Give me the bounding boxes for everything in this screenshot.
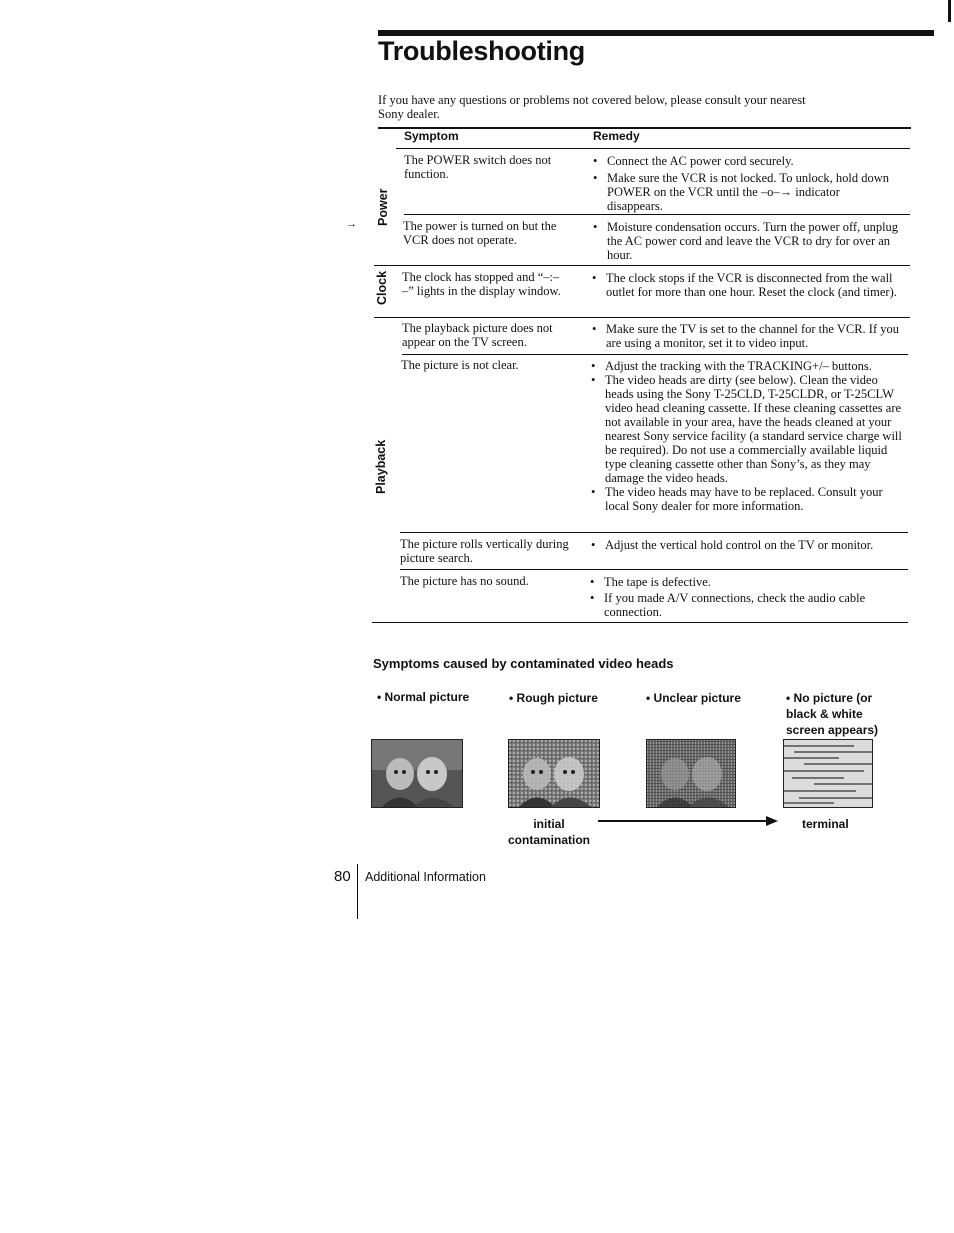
- remedy-item: • Make sure the TV is set to the channel for the VCR. If you are using a monitor, set it to video input.: [592, 322, 904, 350]
- caption-unclear-picture: • Unclear picture: [646, 691, 741, 705]
- symptom-cell: The playback picture does not appear on the TV screen.: [402, 321, 553, 349]
- initial-contamination-label: initial contamination: [507, 817, 590, 847]
- table-bottom-rule: [372, 622, 908, 623]
- symptom-cell: The clock has stopped and “–:– –” lights in the display window.: [402, 270, 561, 298]
- remedy-item: • The clock stops if the VCR is disconnected from the wall outlet for more than one hour. Reset the clock (and timer).: [592, 271, 898, 299]
- remedy-cell: [590, 575, 900, 619]
- remedy-item: • The tape is defective.: [590, 575, 900, 589]
- arrow-right-icon: [766, 816, 778, 826]
- symptom-column-header: Symptom: [404, 129, 459, 143]
- remedy-item: • Adjust the tracking with the TRACKING+/– buttons.: [591, 359, 907, 373]
- caption-normal-picture: • Normal picture: [377, 690, 470, 704]
- terminal-label: terminal: [802, 817, 849, 831]
- section-heading: Symptoms caused by contaminated video heads: [373, 656, 674, 671]
- unclear-picture-image: [646, 739, 736, 808]
- group-label-playback: Playback: [374, 439, 388, 494]
- remedy-item: • Adjust the vertical hold control on the TV or monitor.: [591, 538, 907, 552]
- row-divider: [402, 354, 908, 355]
- remedy-cell: [592, 322, 904, 350]
- page-edge-mark: [948, 0, 951, 22]
- footer-divider: [357, 864, 358, 919]
- marker-arrow-icon: →: [346, 218, 357, 230]
- no-picture-image: [783, 739, 873, 808]
- table-top-rule: [378, 127, 911, 129]
- caption-no-picture: • No picture (or black & white screen appears): [786, 691, 879, 737]
- normal-picture-image: [371, 739, 463, 808]
- group-divider: [374, 265, 910, 266]
- group-divider: [374, 317, 910, 318]
- caption-rough-picture: • Rough picture: [509, 691, 598, 705]
- remedy-item: • Connect the AC power cord securely.: [593, 154, 893, 168]
- row-divider: [400, 532, 908, 533]
- table-header-rule: [396, 148, 910, 149]
- symptom-cell: The picture is not clear.: [401, 358, 519, 372]
- footer-section-title: Additional Information: [365, 870, 486, 884]
- rough-picture-image: [508, 739, 600, 808]
- remedy-cell: [591, 538, 907, 552]
- row-divider: [404, 214, 910, 215]
- group-label-power: Power: [376, 188, 390, 226]
- symptom-cell: The power is turned on but the VCR does not operate.: [403, 219, 557, 247]
- page-number: 80: [334, 868, 351, 885]
- remedy-column-header: Remedy: [593, 129, 640, 143]
- remedy-cell: [591, 359, 907, 513]
- page-title: Troubleshooting: [378, 36, 585, 66]
- remedy-item: • The video heads may have to be replaced. Consult your local Sony dealer for more information.: [591, 485, 907, 513]
- group-label-clock: Clock: [375, 270, 389, 305]
- symptom-cell: The picture rolls vertically during picture search.: [400, 537, 569, 565]
- remedy-item: • Make sure the VCR is not locked. To unlock, hold down POWER on the VCR until the –o–→ indicator disappears.: [593, 171, 893, 213]
- remedy-cell: [593, 154, 893, 213]
- progression-arrow-line: [598, 820, 768, 822]
- remedy-item: • Moisture condensation occurs. Turn the power off, unplug the AC power cord and leave the VCR to dry for over an hour.: [593, 220, 903, 262]
- symptom-cell: The POWER switch does not function.: [404, 153, 552, 181]
- intro-paragraph: If you have any questions or problems not covered below, please consult your nearest Sony dealer.: [378, 93, 806, 121]
- remedy-item: • The video heads are dirty (see below). Clean the video heads using the Sony T-25CLD, T-25CLDR, or T-25CLW video head cleaning cassette. If these cleaning cassettes are not available in your area, have the heads cleaned at your nearest Sony service facility (a standard service charge will be required). Do not use a commercially available liquid type cleaning cassette other than Sony’s, as they may damage the video heads.: [591, 373, 907, 485]
- symptom-cell: The picture has no sound.: [400, 574, 529, 588]
- row-divider: [400, 569, 908, 570]
- remedy-item: • If you made A/V connections, check the audio cable connection.: [590, 591, 900, 619]
- remedy-cell: [593, 220, 903, 262]
- remedy-cell: [592, 271, 898, 299]
